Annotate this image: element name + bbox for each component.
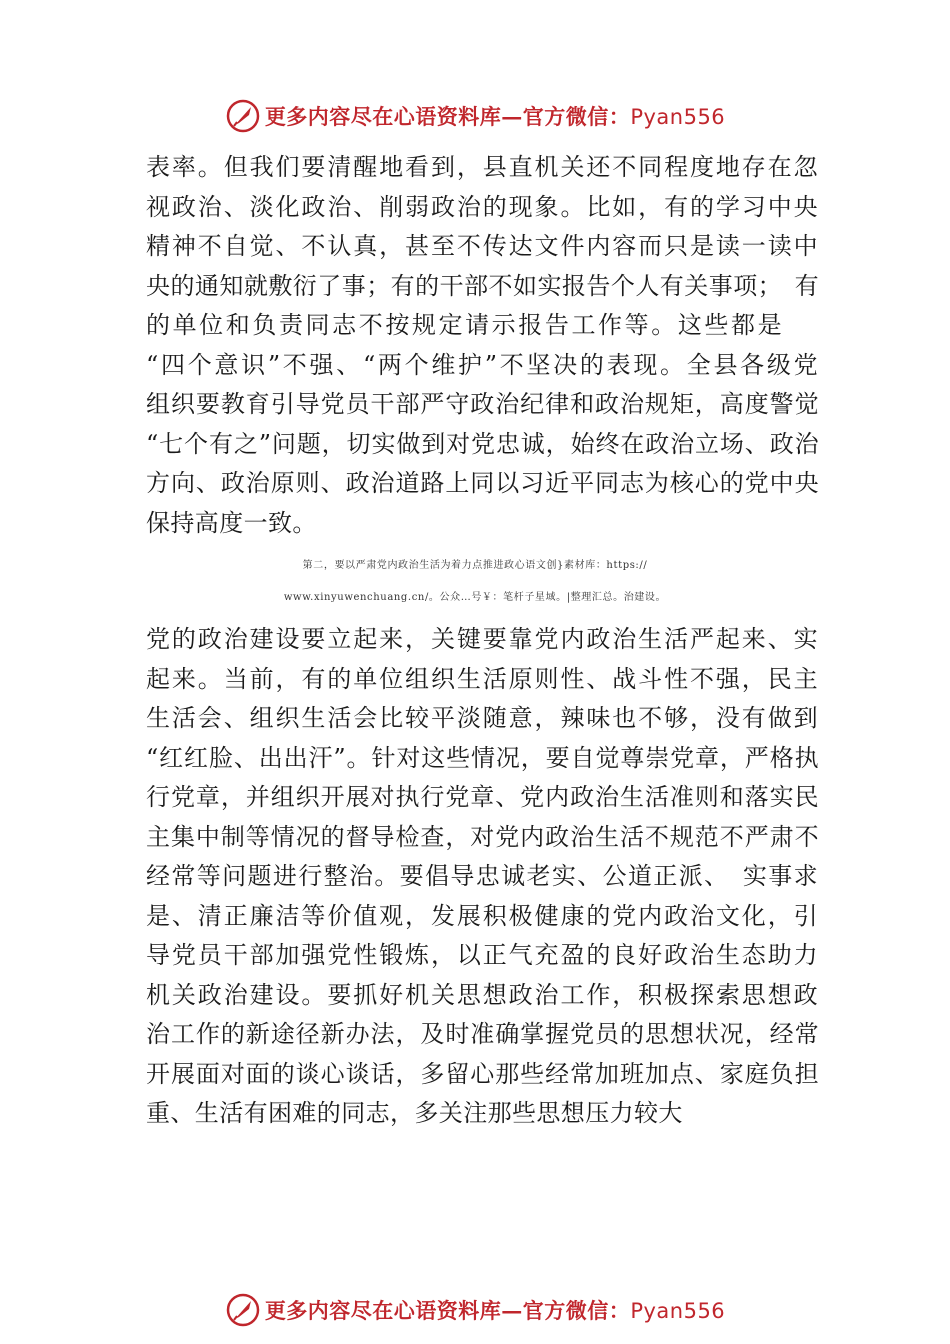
quill-logo-icon [225, 98, 261, 134]
text-line: 机关政治建设。要抓好机关思想政治工作，积极探索思想政 [146, 980, 818, 1009]
text-line: 表率。但我们要清醒地看到，县直机关还不同程度地存在忽 [146, 153, 818, 181]
text-line: 党的政治建设要立起来，关键要靠党内政治生活严起来、实 [146, 625, 818, 653]
text-line: 是、清正廉洁等价值观，发展积极健康的党内政治文化，引 [146, 901, 818, 930]
text-line: “七个有之”问题，切实做到对党忠诚，始终在政治立场、政治 [146, 429, 818, 458]
footer-banner [0, 1290, 950, 1330]
text-line: 重、生活有困难的同志，多关注那些思想压力较大 [146, 1099, 683, 1127]
paragraph-1 [146, 148, 818, 543]
text-line: 起来。当前，有的单位组织生活原则性、战斗性不强，民主 [146, 664, 818, 693]
text-line: 视政治、淡化政治、削弱政治的现象。比如，有的学习中央 [146, 192, 818, 221]
text-line: 导党员干部加强党性锻炼，以正气充盈的良好政治生态助力 [146, 941, 818, 969]
note-line-2: www.xinyuwenchuang.cn/。公众…号￥：笔杆子星域。|整理汇总。治建设。 [283, 592, 667, 603]
text-line: “四个意识”不强、“两个维护”不坚决的表现。全县各级党 [146, 350, 818, 379]
quill-logo-icon [225, 1292, 261, 1328]
header-wechat-id: Pyan556 [630, 105, 726, 129]
text-line: 方向、政治原则、政治道路上同以习近平同志为核心的党中央 [146, 469, 818, 497]
text-line: 的单位和负责同志不按规定请示报告工作等。这些都是 [146, 311, 782, 339]
text-line: 精神不自觉、不认真，甚至不传达文件内容而只是读一读中 [146, 232, 818, 260]
text-line: 行党章，并组织开展对执行党章、党内政治生活准则和落实民 [146, 783, 818, 811]
text-line: 治工作的新途径新办法，及时准确掌握党员的思想状况，经常 [146, 1020, 818, 1048]
text-line: 开展面对面的谈心谈话，多留心那些经常加班加点、家庭负担 [146, 1059, 818, 1088]
text-line: 组织要教育引导党员干部严守政治纪律和政治规矩，高度警觉 [146, 390, 818, 418]
text-line: 生活会、组织生活会比较平淡随意，辣味也不够，没有做到 [146, 704, 818, 732]
header-banner-text: 更多内容尽在心语资料库—官方微信：Pyan556 [264, 104, 726, 129]
text-line: 央的通知就敷衍了事；有的干部不如实报告个人有关事项； 有 [146, 271, 818, 300]
note-line-1: 第二，要以严肃党内政治生活为着力点推进政心语文创}素材库：https:// [302, 560, 648, 571]
footer-wechat-id: Pyan556 [630, 1299, 726, 1323]
text-line: 经常等问题进行整治。要倡导忠诚老实、公道正派、 实事求 [146, 862, 818, 890]
text-line: 保持高度一致。 [146, 508, 317, 537]
footer-banner-text: 更多内容尽在心语资料库—官方微信：Pyan556 [264, 1298, 726, 1323]
paragraph-2 [146, 620, 818, 1134]
text-line: “红红脸、出出汗”。针对这些情况，要自觉尊崇党章，严格执 [146, 743, 818, 772]
header-banner [0, 96, 950, 136]
text-line: 主集中制等情况的督导检查，对党内政治生活不规范不严肃不 [146, 822, 818, 851]
